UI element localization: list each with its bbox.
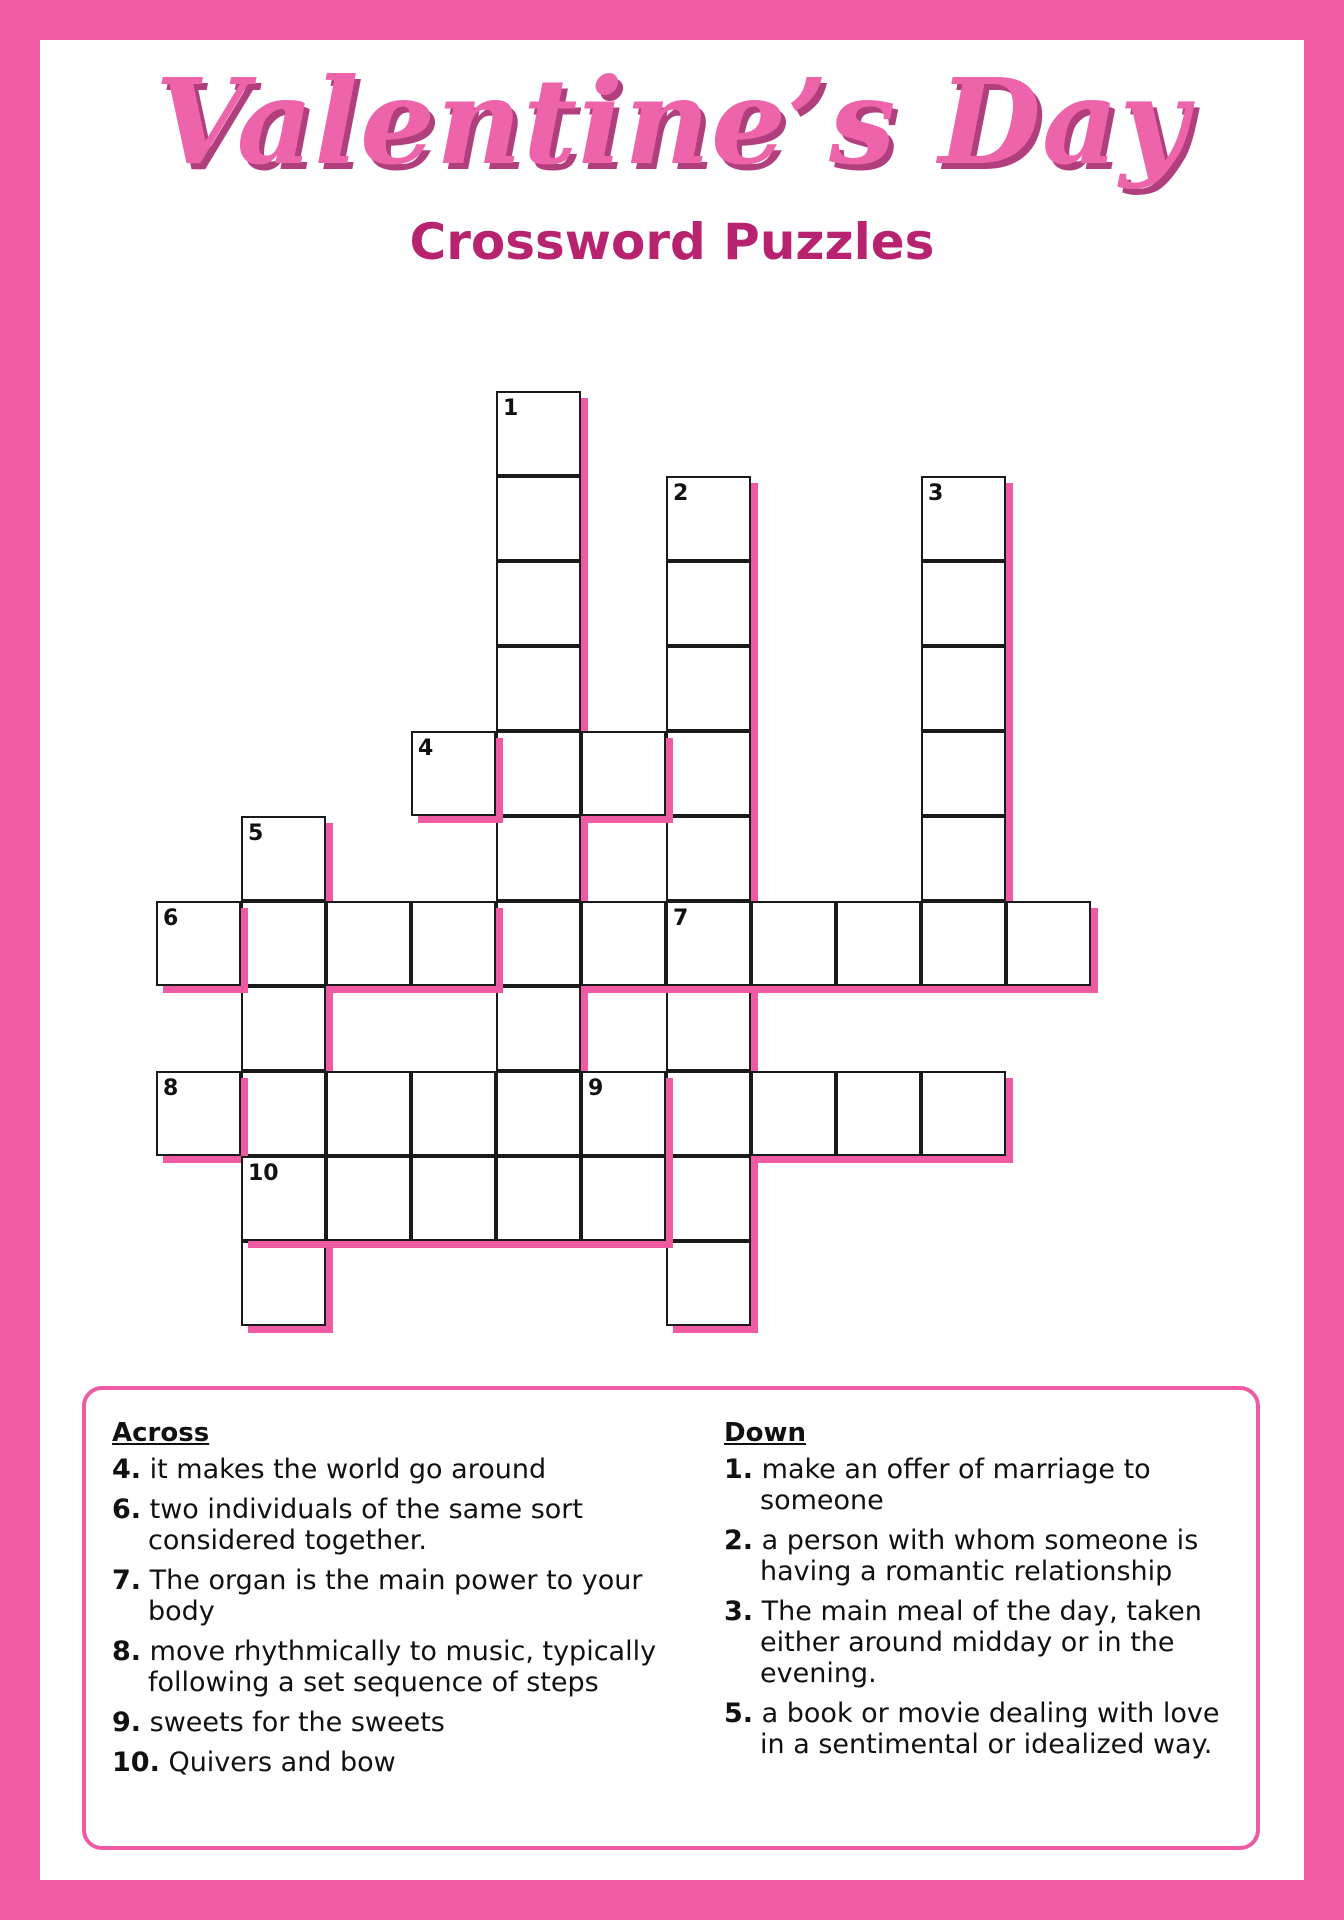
crossword-cell[interactable] <box>156 901 241 986</box>
crossword-cell[interactable] <box>921 731 1006 816</box>
crossword-cell[interactable] <box>411 1071 496 1156</box>
cell-number: 6 <box>163 906 179 931</box>
crossword-cell[interactable] <box>496 816 581 901</box>
crossword-cell[interactable] <box>751 901 836 986</box>
down-clue <box>724 1698 1244 1760</box>
crossword-cell[interactable] <box>241 1156 326 1241</box>
across-clue <box>112 1494 692 1556</box>
crossword-cell[interactable] <box>326 1156 411 1241</box>
clue-number: 4. <box>112 1454 142 1485</box>
crossword-cell[interactable] <box>411 731 496 816</box>
clue-number: 7. <box>112 1565 142 1596</box>
crossword-cell[interactable] <box>921 561 1006 646</box>
crossword-cell[interactable] <box>921 646 1006 731</box>
crossword-cell[interactable] <box>921 1071 1006 1156</box>
clue-text: The main meal of the day, taken either around midday or in the evening. <box>760 1596 1202 1689</box>
crossword-cell[interactable] <box>666 816 751 901</box>
clue-number: 8. <box>112 1636 142 1667</box>
crossword-cell[interactable] <box>496 986 581 1071</box>
across-column <box>112 1418 692 1787</box>
cell-number: 7 <box>673 906 689 931</box>
crossword-cell[interactable] <box>581 901 666 986</box>
clue-text: a book or movie dealing with love in a sentimental or idealized way. <box>760 1698 1220 1760</box>
crossword-cell[interactable] <box>581 1156 666 1241</box>
clue-text: a person with whom someone is having a romantic relationship <box>760 1525 1199 1587</box>
crossword-cell[interactable] <box>241 986 326 1071</box>
crossword-cell[interactable] <box>666 1241 751 1326</box>
across-heading: Across <box>112 1418 210 1448</box>
crossword-cell[interactable] <box>241 1241 326 1326</box>
crossword-cell[interactable] <box>581 1071 666 1156</box>
cell-number: 9 <box>588 1076 604 1101</box>
crossword-cell[interactable] <box>496 1071 581 1156</box>
down-clue <box>724 1596 1244 1689</box>
down-column <box>724 1418 1244 1769</box>
crossword-cell[interactable] <box>666 476 751 561</box>
crossword-cell[interactable] <box>836 1071 921 1156</box>
crossword-cell[interactable] <box>1006 901 1091 986</box>
crossword-cell[interactable] <box>156 1071 241 1156</box>
crossword-cell[interactable] <box>496 561 581 646</box>
page-title: Valentine’s Day <box>154 52 1190 191</box>
crossword-cell[interactable] <box>241 816 326 901</box>
clue-number: 1. <box>724 1454 754 1485</box>
clue-text: move rhythmically to music, typically following a set sequence of steps <box>148 1636 657 1698</box>
crossword-cell[interactable] <box>666 731 751 816</box>
down-heading: Down <box>724 1418 806 1448</box>
crossword-cell[interactable] <box>666 1156 751 1241</box>
crossword-cell[interactable] <box>666 561 751 646</box>
clue-number: 9. <box>112 1707 142 1738</box>
crossword-cell[interactable] <box>666 986 751 1071</box>
crossword-cell[interactable] <box>751 1071 836 1156</box>
cell-number: 4 <box>418 736 434 761</box>
clue-number: 6. <box>112 1494 142 1525</box>
clue-text: it makes the world go around <box>149 1454 547 1485</box>
crossword-cell[interactable] <box>496 901 581 986</box>
clue-number: 10. <box>112 1747 160 1778</box>
clues-panel <box>82 1386 1260 1850</box>
down-clue <box>724 1454 1244 1516</box>
clue-text: Quivers and bow <box>168 1747 396 1778</box>
cell-number: 5 <box>248 821 264 846</box>
across-clue <box>112 1454 692 1485</box>
crossword-cell[interactable] <box>326 901 411 986</box>
crossword-cell[interactable] <box>581 731 666 816</box>
crossword-cell[interactable] <box>921 476 1006 561</box>
crossword-cell[interactable] <box>496 646 581 731</box>
crossword-cell[interactable] <box>411 901 496 986</box>
crossword-cell[interactable] <box>496 476 581 561</box>
down-clue <box>724 1525 1244 1587</box>
crossword-cell[interactable] <box>326 1071 411 1156</box>
clue-text: make an offer of marriage to someone <box>760 1454 1151 1516</box>
cell-number: 1 <box>503 396 519 421</box>
cell-number: 2 <box>673 481 689 506</box>
crossword-cell[interactable] <box>921 816 1006 901</box>
crossword-cell[interactable] <box>666 646 751 731</box>
clue-text: The organ is the main power to your body <box>148 1565 643 1627</box>
clue-text: two individuals of the same sort considered together. <box>148 1494 583 1556</box>
clue-number: 5. <box>724 1698 754 1729</box>
crossword-cell[interactable] <box>241 1071 326 1156</box>
across-clue <box>112 1636 692 1698</box>
crossword-cell[interactable] <box>921 901 1006 986</box>
crossword-cell[interactable] <box>496 731 581 816</box>
crossword-cell[interactable] <box>241 901 326 986</box>
crossword-cell[interactable] <box>496 1156 581 1241</box>
crossword-cell[interactable] <box>496 391 581 476</box>
crossword-cell[interactable] <box>666 901 751 986</box>
crossword-cell[interactable] <box>666 1071 751 1156</box>
crossword-cell[interactable] <box>836 901 921 986</box>
cell-number: 10 <box>248 1161 279 1186</box>
crossword-cell[interactable] <box>411 1156 496 1241</box>
clue-text: sweets for the sweets <box>149 1707 445 1738</box>
cell-number: 8 <box>163 1076 179 1101</box>
clue-number: 2. <box>724 1525 754 1556</box>
clue-number: 3. <box>724 1596 754 1627</box>
across-clue <box>112 1707 692 1738</box>
cell-number: 3 <box>928 481 944 506</box>
across-clue <box>112 1747 692 1778</box>
across-clue <box>112 1565 692 1627</box>
page-subtitle: Crossword Puzzles <box>409 213 935 271</box>
